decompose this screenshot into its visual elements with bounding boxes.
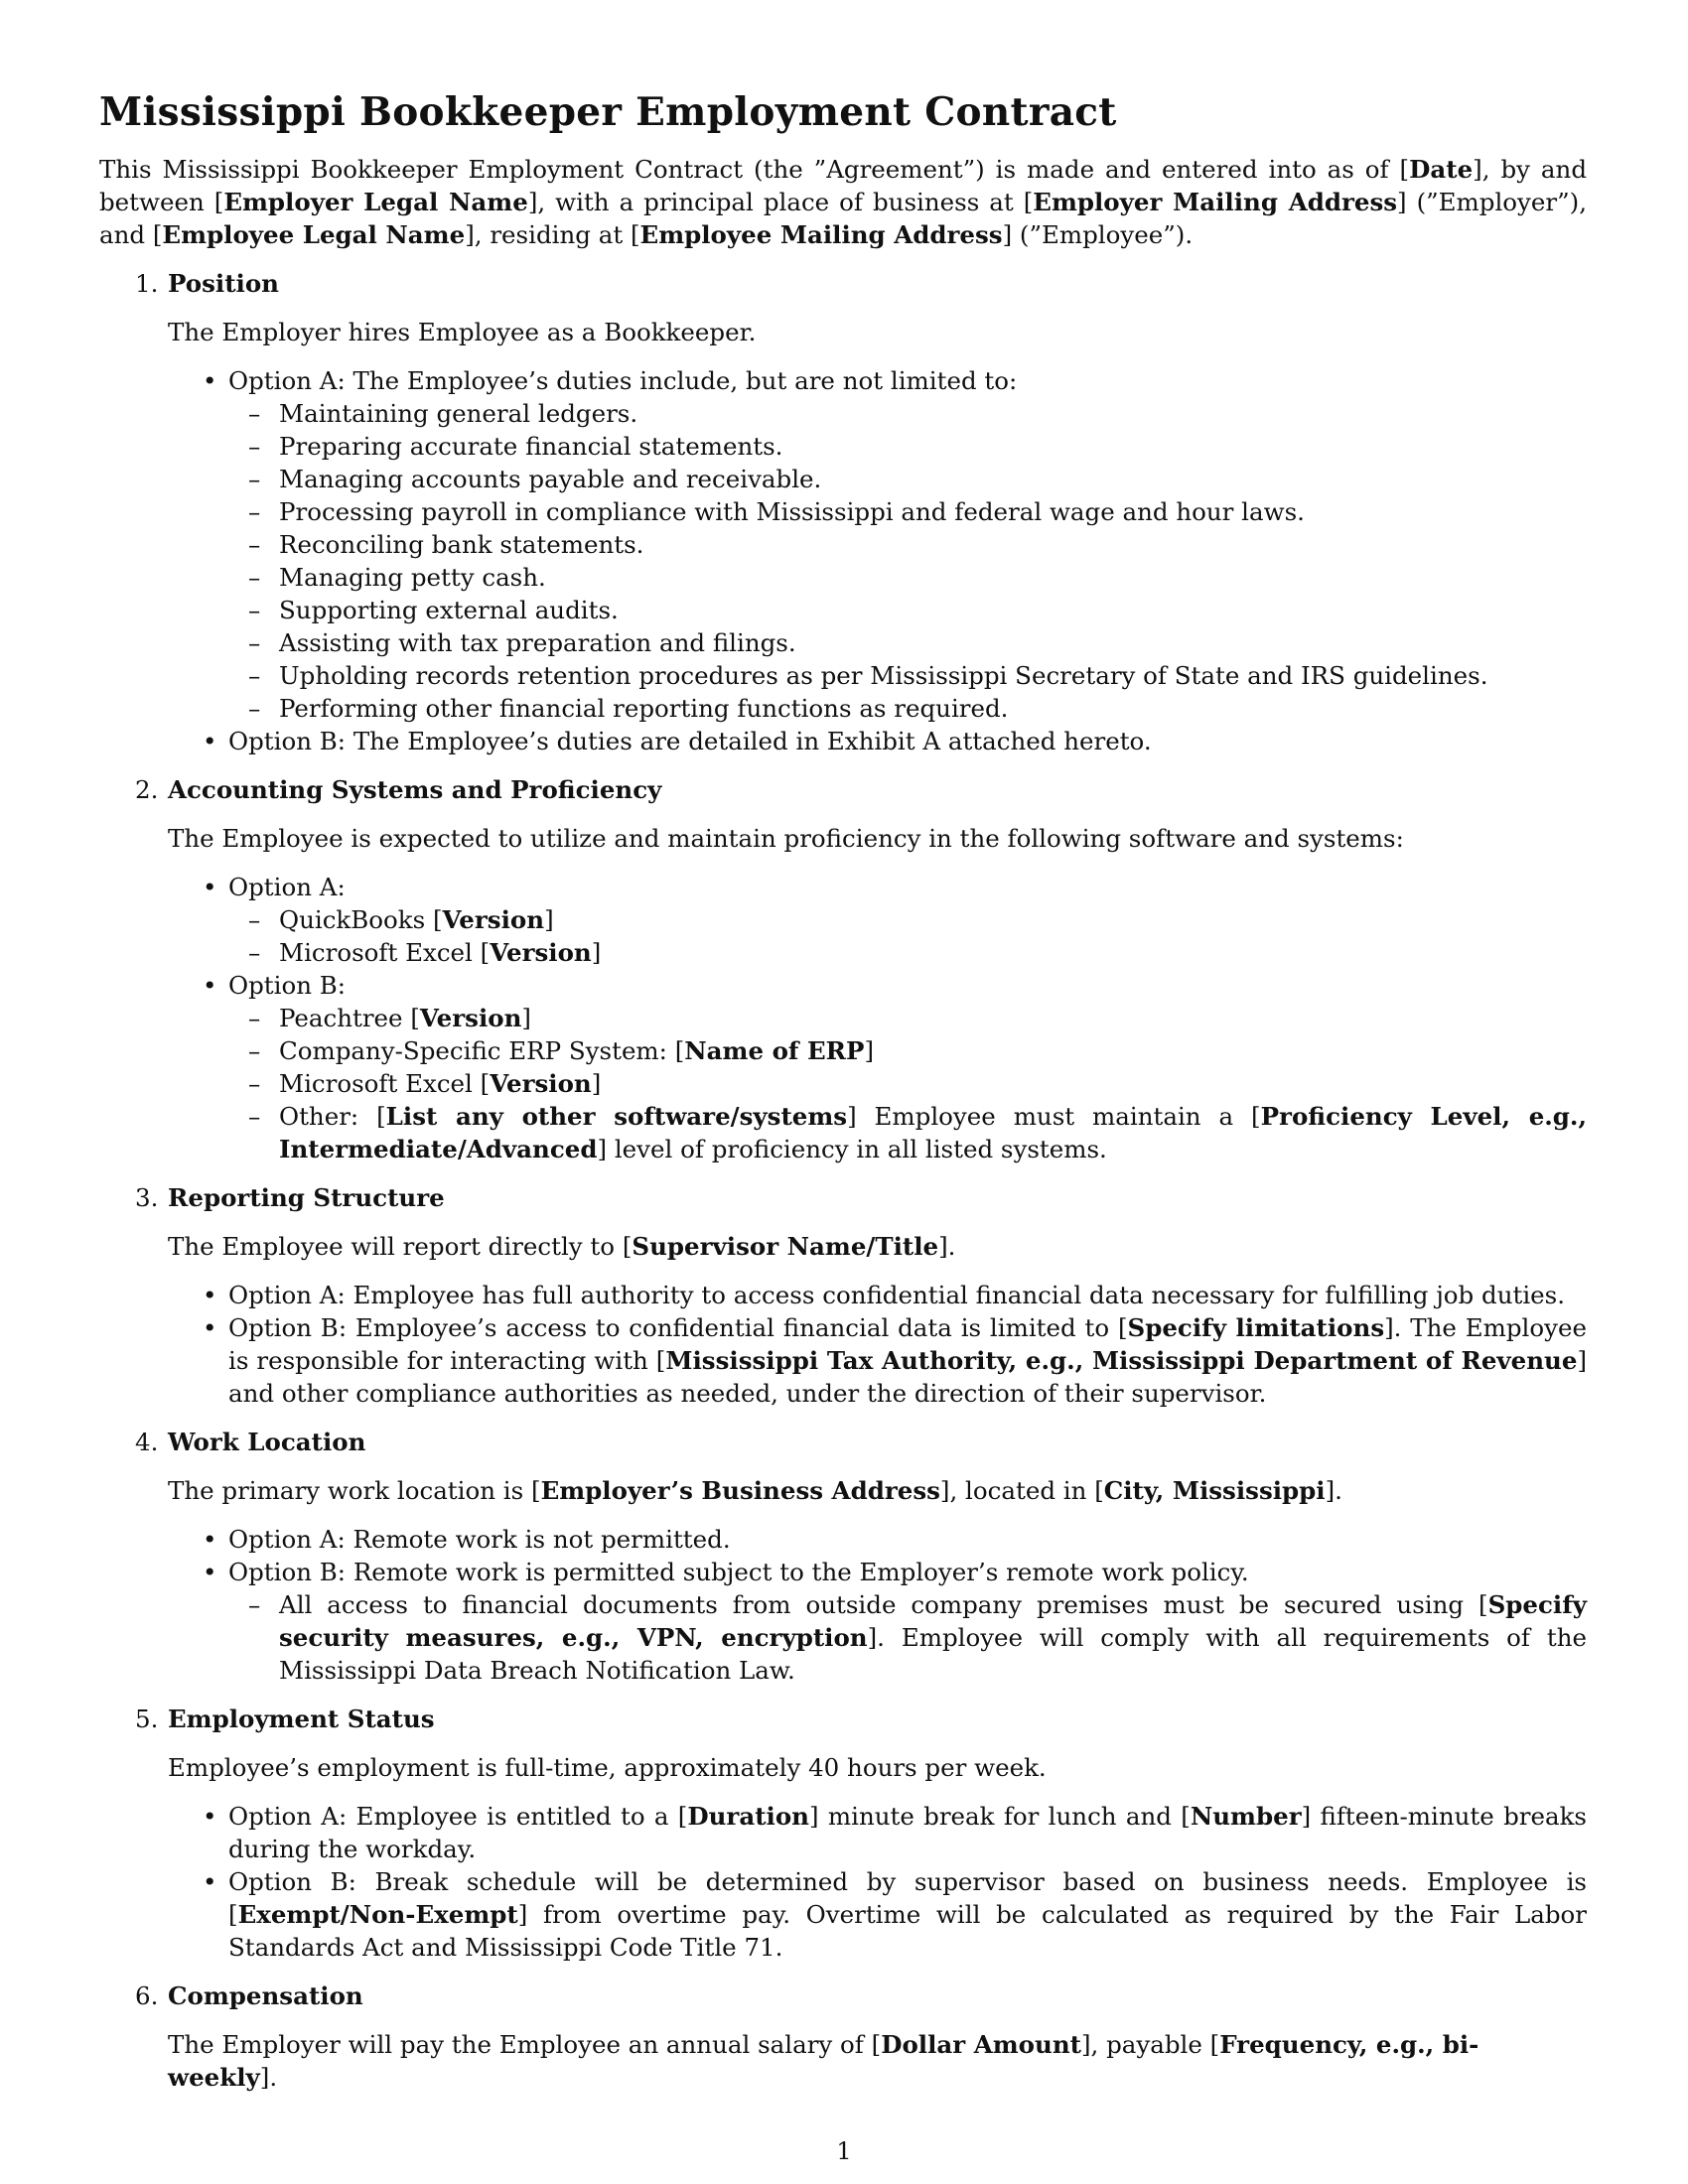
placeholder-version: Version: [490, 1069, 592, 1098]
section-reporting-structure: [99, 1181, 1587, 1410]
option-b: [228, 1556, 1587, 1687]
item-text: ]. Employee will comply with all requirements of the Mississippi Data Breach Notification Law.: [279, 1623, 1587, 1685]
software-item: [279, 1002, 1587, 1034]
placeholder-proficiency-level: Proficiency Level, e.g., Intermediate/Advanced: [279, 1102, 1587, 1163]
section-number: 2.: [135, 775, 159, 804]
item-text: ]: [544, 905, 554, 934]
intro-text: ] (”Employer”), and [: [99, 188, 1587, 249]
placeholder-employee-mailing-address: Employee Mailing Address: [639, 220, 1003, 249]
duty-item: – Performing other financial reporting functions as required.: [279, 692, 1587, 725]
option-a: [228, 871, 1587, 969]
duty-item: – Upholding records retention procedures as per Mississippi Secretary of State and IRS guidelines.: [279, 659, 1587, 692]
section-lead: Employee’s employment is full-time, approximately 40 hours per week.: [168, 1753, 1047, 1782]
item-text: ]: [521, 1004, 531, 1032]
placeholder-tax-authority: Mississippi Tax Authority, e.g., Mississippi Department of Revenue: [665, 1346, 1578, 1375]
section-number: 3.: [135, 1183, 159, 1212]
intro-text: ], with a principal place of business at [: [527, 188, 1034, 216]
section-number: 1.: [135, 269, 159, 298]
option-text: Option A:: [228, 873, 346, 901]
option-b: • Option B: The Employee’s duties are detailed in Exhibit A attached hereto.: [228, 725, 1587, 757]
section-work-location: [99, 1426, 1587, 1687]
lead-text: The primary work location is [: [168, 1476, 541, 1505]
item-text: QuickBooks [: [279, 905, 443, 934]
option-text: Option B: Employee’s access to confidential financial data is limited to [: [228, 1313, 1128, 1342]
placeholder-duration: Duration: [687, 1802, 809, 1831]
placeholder-version: Version: [442, 905, 545, 934]
lead-text: The Employer will pay the Employee an annual salary of [: [168, 2030, 882, 2059]
duty-item: – Assisting with tax preparation and filings.: [279, 626, 1587, 659]
item-text: Company-Specific ERP System: [: [279, 1036, 685, 1065]
document-title: Mississippi Bookkeeper Employment Contract: [99, 89, 1117, 135]
option-text: ]. The Employee is responsible for interacting with [: [228, 1313, 1587, 1375]
option-a: [228, 1800, 1587, 1865]
page-number: 1: [836, 2137, 852, 2165]
section-lead: [168, 1474, 1587, 1507]
item-text: Peachtree [: [279, 1004, 420, 1032]
section-title: Position: [168, 269, 279, 298]
section-lead: The Employee is expected to utilize and maintain proficiency in the following software and systems:: [168, 824, 1404, 853]
software-item: [279, 1067, 1587, 1100]
placeholder-date: Date: [1409, 155, 1474, 184]
section-title: Work Location: [168, 1428, 366, 1456]
options-list: [99, 871, 1587, 1165]
duty-item: – Managing accounts payable and receivable.: [279, 463, 1587, 495]
intro-text: ], by and between [: [99, 155, 1587, 216]
placeholder-dollar-amount: Dollar Amount: [881, 2030, 1081, 2059]
option-text: Option B:: [228, 971, 347, 1000]
security-item: [279, 1588, 1587, 1687]
placeholder-employee-legal-name: Employee Legal Name: [162, 220, 466, 249]
section-title: Compensation: [168, 1981, 363, 2010]
software-list: [228, 903, 1587, 969]
options-list: [99, 1279, 1587, 1410]
option-text: ] minute break for lunch and [: [809, 1802, 1191, 1831]
software-item: [279, 1034, 1587, 1067]
software-item: [279, 903, 1587, 936]
options-list: [99, 1800, 1587, 1964]
intro-text: ], residing at [: [465, 220, 640, 249]
option-text: ] fifteen-minute breaks during the workday.: [228, 1802, 1588, 1863]
option-a: • Option A: Employee has full authority to access confidential financial data necessary for fulfilling job duties.: [228, 1279, 1587, 1311]
placeholder-exempt-status: Exempt/Non-Exempt: [237, 1900, 518, 1929]
duty-item: – Managing petty cash.: [279, 561, 1587, 594]
placeholder-employer-mailing-address: Employer Mailing Address: [1033, 188, 1398, 216]
option-b: [228, 969, 1587, 1165]
section-title: Accounting Systems and Proficiency: [168, 775, 662, 804]
section-lead: [168, 2028, 1587, 2094]
section-title: Reporting Structure: [168, 1183, 445, 1212]
software-item: [279, 936, 1587, 969]
option-text: ] from overtime pay. Overtime will be calculated as required by the Fair Labor Standards Act and Mississippi Code Title 71.: [228, 1900, 1587, 1962]
options-list: [99, 1523, 1587, 1687]
item-text: ]: [591, 938, 602, 967]
placeholder-erp-name: Name of ERP: [684, 1036, 865, 1065]
placeholder-employer-legal-name: Employer Legal Name: [223, 188, 528, 216]
item-text: ] Employee must maintain a [: [847, 1102, 1261, 1131]
section-number: 4.: [135, 1428, 159, 1456]
option-b: [228, 1865, 1587, 1964]
duty-item: – Maintaining general ledgers.: [279, 397, 1587, 430]
placeholder-security-measures: Specify security measures, e.g., VPN, encryption: [279, 1590, 1587, 1652]
option-text: Option A: The Employee’s duties include, but are not limited to:: [228, 366, 1018, 395]
placeholder-supervisor: Supervisor Name/Title: [632, 1232, 939, 1261]
placeholder-business-address: Employer’s Business Address: [540, 1476, 940, 1505]
section-accounting-systems: [99, 773, 1587, 1165]
duties-list: [228, 397, 1587, 725]
option-text: ] and other compliance authorities as needed, under the direction of their supervisor.: [228, 1346, 1588, 1408]
duty-item: – Reconciling bank statements.: [279, 528, 1587, 561]
option-b: [228, 1311, 1587, 1410]
item-text: Microsoft Excel [: [279, 1069, 491, 1098]
section-title: Employment Status: [168, 1705, 435, 1733]
lead-text: ], located in [: [939, 1476, 1104, 1505]
placeholder-city: City, Mississippi: [1103, 1476, 1326, 1505]
duty-item: – Preparing accurate financial statements.: [279, 430, 1587, 463]
lead-text: The Employee will report directly to [: [168, 1232, 633, 1261]
item-text: Microsoft Excel [: [279, 938, 491, 967]
section-position: [99, 267, 1587, 757]
option-a: [228, 364, 1587, 725]
software-item: [279, 1100, 1587, 1165]
section-lead: The Employer hires Employee as a Bookkeeper.: [168, 318, 757, 346]
placeholder-number: Number: [1190, 1802, 1302, 1831]
lead-text: ].: [938, 1232, 956, 1261]
section-compensation: [99, 1979, 1587, 2094]
section-lead: [168, 1230, 1587, 1263]
lead-text: ].: [1325, 1476, 1342, 1505]
lead-text: ], payable [: [1080, 2030, 1220, 2059]
placeholder-limitations: Specify limitations: [1127, 1313, 1385, 1342]
item-text: ]: [591, 1069, 602, 1098]
option-a: • Option A: Remote work is not permitted.: [228, 1523, 1587, 1556]
section-employment-status: [99, 1703, 1587, 1964]
document-page: [99, 87, 1587, 2094]
intro-paragraph: [99, 153, 1587, 251]
placeholder-version: Version: [419, 1004, 522, 1032]
option-text: Option A: Employee is entitled to a [: [228, 1802, 688, 1831]
intro-text: ] (”Employee”).: [1002, 220, 1194, 249]
security-list: [228, 1588, 1587, 1687]
option-text: Option B: Remote work is permitted subject to the Employer’s remote work policy.: [228, 1558, 1249, 1586]
intro-text: This Mississippi Bookkeeper Employment Contract (the ”Agreement”) is made and entered into as of [: [99, 155, 1410, 184]
duty-item: – Supporting external audits.: [279, 594, 1587, 626]
option-text: Option B: Break schedule will be determined by supervisor based on business needs. Employee is [: [228, 1867, 1587, 1929]
item-text: Other: [: [279, 1102, 386, 1131]
placeholder-other-software: List any other software/systems: [385, 1102, 848, 1131]
software-list: [228, 1002, 1587, 1165]
placeholder-version: Version: [490, 938, 592, 967]
lead-text: ].: [259, 2063, 278, 2092]
options-list: [99, 364, 1587, 757]
duty-item: – Processing payroll in compliance with Mississippi and federal wage and hour laws.: [279, 495, 1587, 528]
section-number: 5.: [135, 1705, 159, 1733]
section-number: 6.: [135, 1981, 159, 2010]
item-text: ] level of proficiency in all listed systems.: [597, 1135, 1107, 1163]
item-text: ]: [864, 1036, 875, 1065]
item-text: All access to financial documents from outside company premises must be secured using [: [279, 1590, 1488, 1619]
placeholder-frequency: Frequency, e.g., bi-weekly: [168, 2030, 1479, 2092]
